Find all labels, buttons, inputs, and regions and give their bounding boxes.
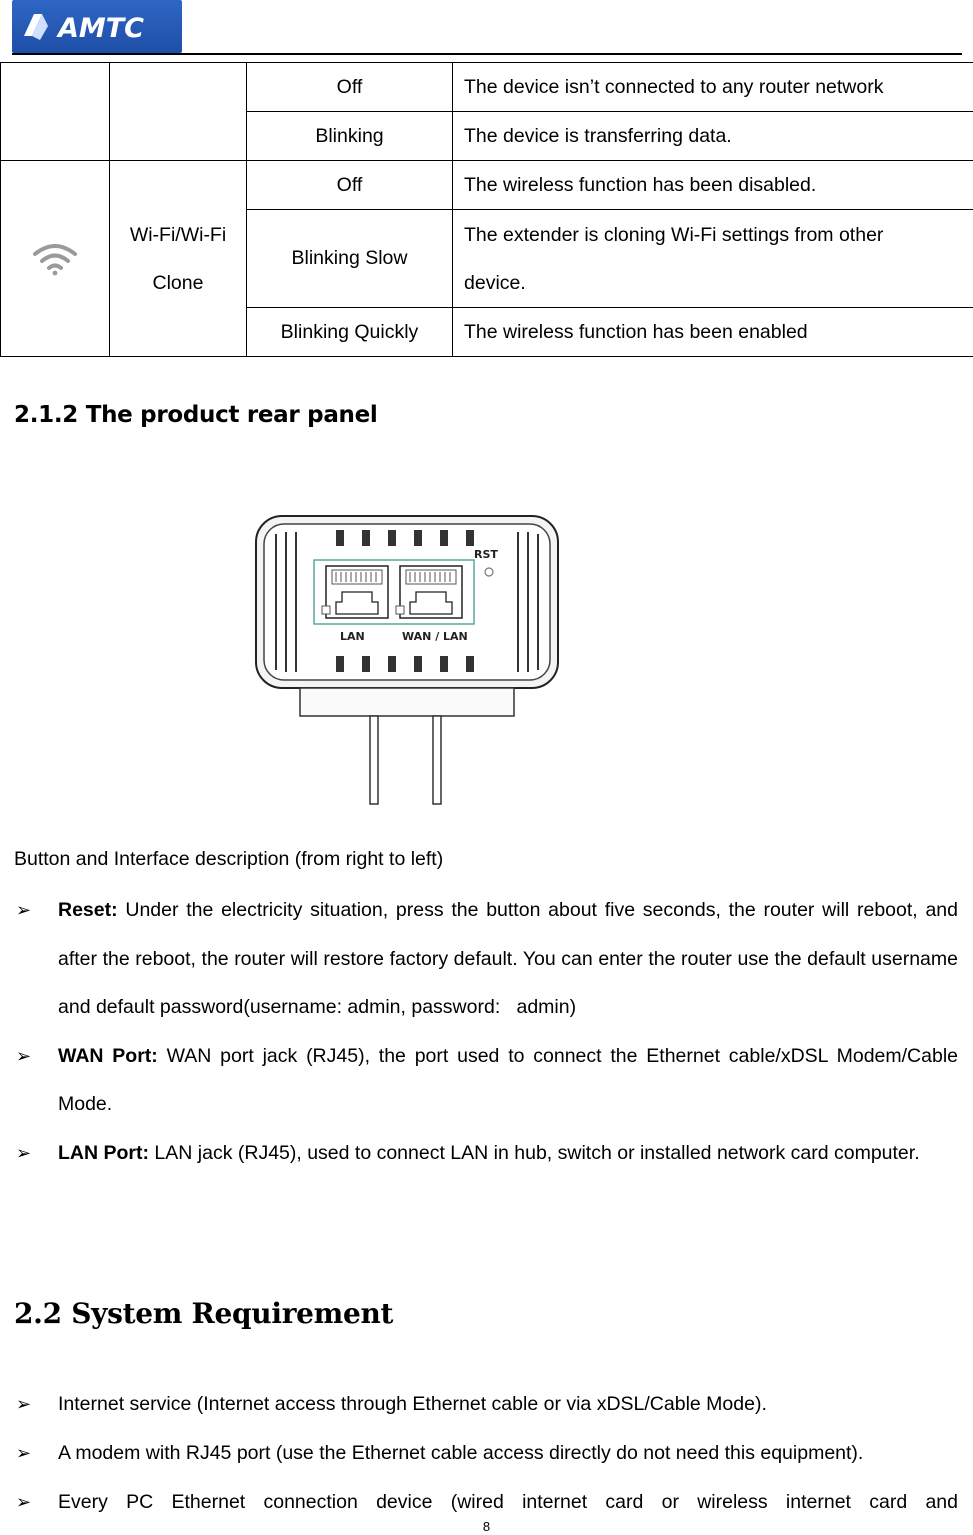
- arrow-bullet-icon: ➢: [16, 1394, 32, 1414]
- arrow-bullet-icon: ➢: [16, 1142, 32, 1163]
- interface-intro: Button and Interface description (from right to left): [14, 848, 444, 870]
- led-description-line2: device.: [464, 271, 526, 294]
- product-rear-panel-image: [252, 510, 562, 810]
- led-description: The device isn’t connected to any router network: [453, 63, 973, 112]
- led-description: The wireless function has been enabled: [453, 308, 973, 357]
- led-description: The device is transferring data.: [453, 112, 973, 161]
- led-status: Blinking Slow: [247, 210, 453, 308]
- logo-text: AMTC: [58, 12, 144, 44]
- amtc-logo-mark: [18, 6, 176, 48]
- section-heading-rear-panel: 2.1.2 The product rear panel: [14, 402, 378, 428]
- table-row: [1, 63, 973, 112]
- empty-name-cell: [110, 63, 247, 161]
- page-number: 8: [482, 1519, 491, 1534]
- empty-icon-cell: [1, 63, 110, 161]
- led-status: Off: [247, 63, 453, 112]
- reset-label: RST: [474, 548, 498, 561]
- item-term: LAN Port:: [58, 1141, 149, 1164]
- item-term: Reset:: [58, 899, 118, 921]
- wifi-led-name: [110, 161, 247, 357]
- list-item: [14, 1380, 958, 1429]
- led-status: Off: [247, 161, 453, 210]
- lan-port-icon: [322, 566, 388, 618]
- item-text: Under the electricity situation, press the button about five seconds, the router will reboot, and after the reboot, the router will restore factory default. You can enter the router use the default username and default password(username: admin, password: admin): [58, 899, 958, 1018]
- list-item: [14, 1129, 958, 1178]
- wan-lan-port-icon: [396, 566, 462, 618]
- item-term: WAN Port:: [58, 1044, 158, 1067]
- header-rule: [12, 53, 962, 55]
- item-text: LAN jack (RJ45), used to connect LAN in hub, switch or installed network card computer.: [149, 1141, 920, 1164]
- list-item: [14, 886, 958, 1032]
- item-text: Every PC Ethernet connection device (wired internet card or wireless internet card and: [58, 1491, 958, 1513]
- led-status: Blinking: [247, 112, 453, 161]
- item-text: Internet service (Internet access through Ethernet cable or via xDSL/Cable Mode).: [58, 1393, 767, 1415]
- led-status: Blinking Quickly: [247, 308, 453, 357]
- wan-lan-label: WAN / LAN: [402, 630, 468, 643]
- led-description: [453, 210, 973, 308]
- wifi-icon: [31, 242, 79, 276]
- requirement-list: [14, 1380, 958, 1527]
- wifi-name-line1: Wi-Fi/Wi-Fi: [129, 223, 227, 246]
- interface-list: [14, 886, 958, 1177]
- item-text: WAN port jack (RJ45), the port used to connect the Ethernet cable/xDSL Modem/Cable Mode.: [58, 1044, 958, 1115]
- arrow-bullet-icon: ➢: [16, 1443, 32, 1463]
- led-description-line1: The extender is cloning Wi-Fi settings from other: [464, 223, 884, 246]
- list-item: [14, 1032, 958, 1129]
- arrow-bullet-icon: ➢: [16, 900, 32, 920]
- arrow-bullet-icon: ➢: [16, 1492, 32, 1512]
- led-description: The wireless function has been disabled.: [453, 161, 973, 210]
- table-row: [1, 161, 973, 210]
- led-status-table: [0, 62, 973, 357]
- lan-label: LAN: [340, 630, 365, 643]
- wifi-icon-cell: [1, 161, 110, 357]
- item-text: A modem with RJ45 port (use the Ethernet cable access directly do not need this equipment).: [58, 1442, 864, 1464]
- amtc-logo: [12, 0, 182, 53]
- section-heading-system-requirement: 2.2 System Requirement: [14, 1297, 394, 1330]
- wifi-name-line2: Clone: [152, 271, 204, 294]
- arrow-bullet-icon: ➢: [16, 1045, 32, 1066]
- reset-hole-icon: [485, 568, 493, 576]
- list-item: [14, 1429, 958, 1478]
